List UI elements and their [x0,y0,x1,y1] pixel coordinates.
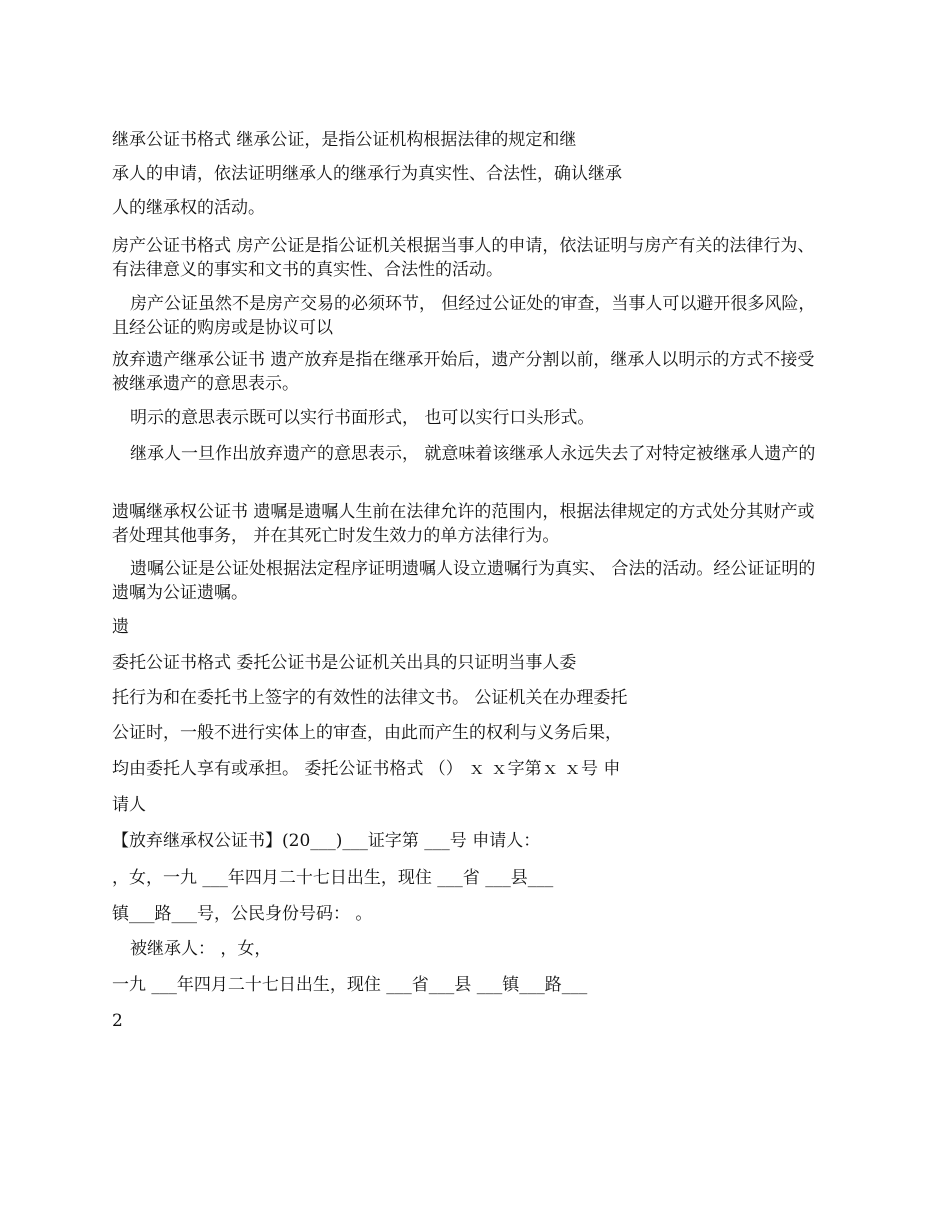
text-line: 均由委托人享有或承担。 委托公证书格式 （） ｘ ｘ字第ｘ ｘ号 申 [112,759,621,779]
text-line: 委托公证书格式 委托公证书是公证机关出具的只证明当事人委 [112,653,577,673]
text-line: 托行为和在委托书上签字的有效性的法律文书。 公证机关在办理委托 [112,688,628,708]
paragraph: 放弃遗产继承公证书 遗产放弃是指在继承开始后，遗产分割以前，继承人以明示的方式不接受被继承遗产的意思表示。 [112,350,815,394]
paragraph: 遗嘱继承权公证书 遗嘱是遗嘱人生前在法律允许的范围内，根据法律规定的方式处分其财产或者处理其他事务， 并在其死亡时发生效力的单方法律行为。 [112,502,815,546]
text-line: 【放弃继承权公证书】(20___)___证字第 ___号 申请人： [112,831,541,851]
text-line: 继承公证书格式 继承公证，是指公证机构根据法律的规定和继 [112,130,577,150]
paragraph: 继承人一旦作出放弃遗产的意思表示， 就意味着该继承人永远失去了对特定被继承人遗产的 [130,444,816,464]
paragraph: 遗嘱公证是公证处根据法定程序证明遗嘱人设立遗嘱行为真实、 合法的活动。经公证证明的遗嘱为公证遗嘱。 [112,559,816,603]
text-line: 请人 [112,795,146,815]
text-line: ，女，一九 ___年四月二十七日出生，现住 ___省 ___县___ [112,868,554,888]
text-line: 镇___路___号，公民身份号码： 。 [112,904,373,924]
text-line: 承人的申请，依法证明继承人的继承行为真实性、合法性，确认继承 [112,164,622,184]
paragraph: 房产公证书格式 房产公证是指公证机关根据当事人的申请，依法证明与房产有关的法律行为、有法律意义的事实和文书的真实性、合法性的活动。 [112,236,815,280]
text-line: 公证时，一般不进行实体上的审查，由此而产生的权利与义务后果， [112,723,622,743]
text-line: 人的继承权的活动。 [112,198,265,218]
text-line: 一九 ___年四月二十七日出生，现住 ___省___县 ___镇___路___ [112,975,588,995]
paragraph: 房产公证虽然不是房产交易的必须环节， 但经过公证处的审查，当事人可以避开很多风险， 且经公证的购房或是协议可以 [112,294,816,338]
text-line: 遗 [112,617,129,637]
text-line: 被继承人： ，女， [130,939,272,959]
paragraph: 明示的意思表示既可以实行书面形式， 也可以实行口头形式。 [130,408,595,428]
page-number: 2 [112,1011,123,1031]
